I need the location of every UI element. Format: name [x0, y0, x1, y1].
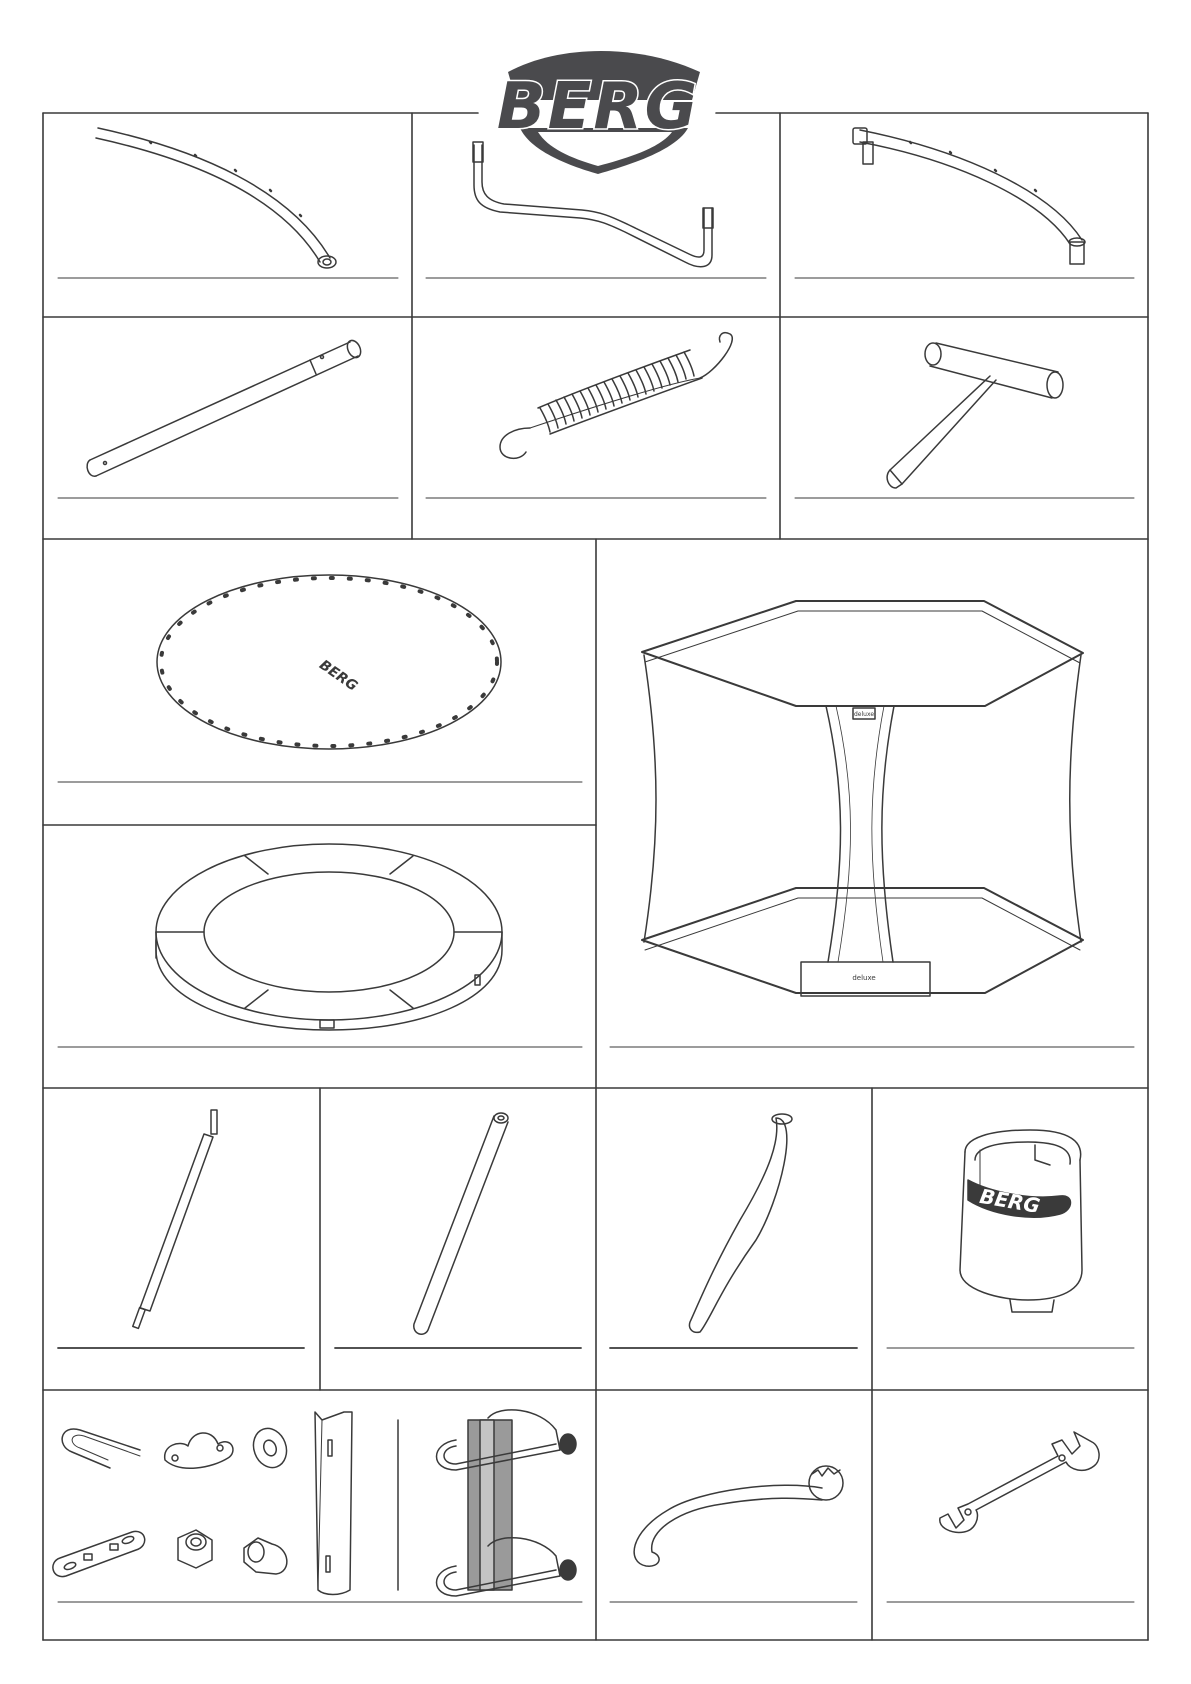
- pipe-clamp-icon: [165, 1433, 233, 1468]
- assembled-clamp-icon: [437, 1410, 577, 1596]
- lock-nut-icon: [178, 1530, 212, 1568]
- wrench-icon: [940, 1432, 1099, 1532]
- bungee-icon: [634, 1466, 843, 1566]
- spring-icon: [500, 333, 732, 459]
- foam-sleeve-icon: [689, 1114, 792, 1332]
- net-label-top: deluxe: [853, 711, 875, 718]
- safety-net-icon: [642, 601, 1083, 996]
- t-tool-icon: [887, 343, 1063, 488]
- straight-tube-icon: [87, 338, 363, 476]
- u-bolt-icon: [62, 1429, 140, 1468]
- cap-logo: BERG: [977, 1183, 1042, 1219]
- pole-icon: [133, 1110, 217, 1328]
- berg-logo: [497, 51, 700, 174]
- pole-cap-icon: [960, 1130, 1082, 1312]
- grid-frame: [43, 113, 1148, 1640]
- washer-icon: [248, 1424, 292, 1473]
- hardware-set-icon: [53, 1410, 576, 1596]
- channel-bracket-icon: [315, 1412, 352, 1595]
- mat-logo: BERG: [316, 657, 361, 695]
- net-label-bottom: deluxe: [852, 974, 876, 982]
- pole-foam-icon: [414, 1113, 508, 1334]
- curved-tube-socket-icon: [853, 128, 1085, 264]
- cap-nut-icon: [244, 1538, 287, 1574]
- padding-ring-icon: [156, 844, 502, 1030]
- curved-tube-icon: [96, 128, 336, 268]
- logo-wordmark: BERG: [496, 70, 700, 144]
